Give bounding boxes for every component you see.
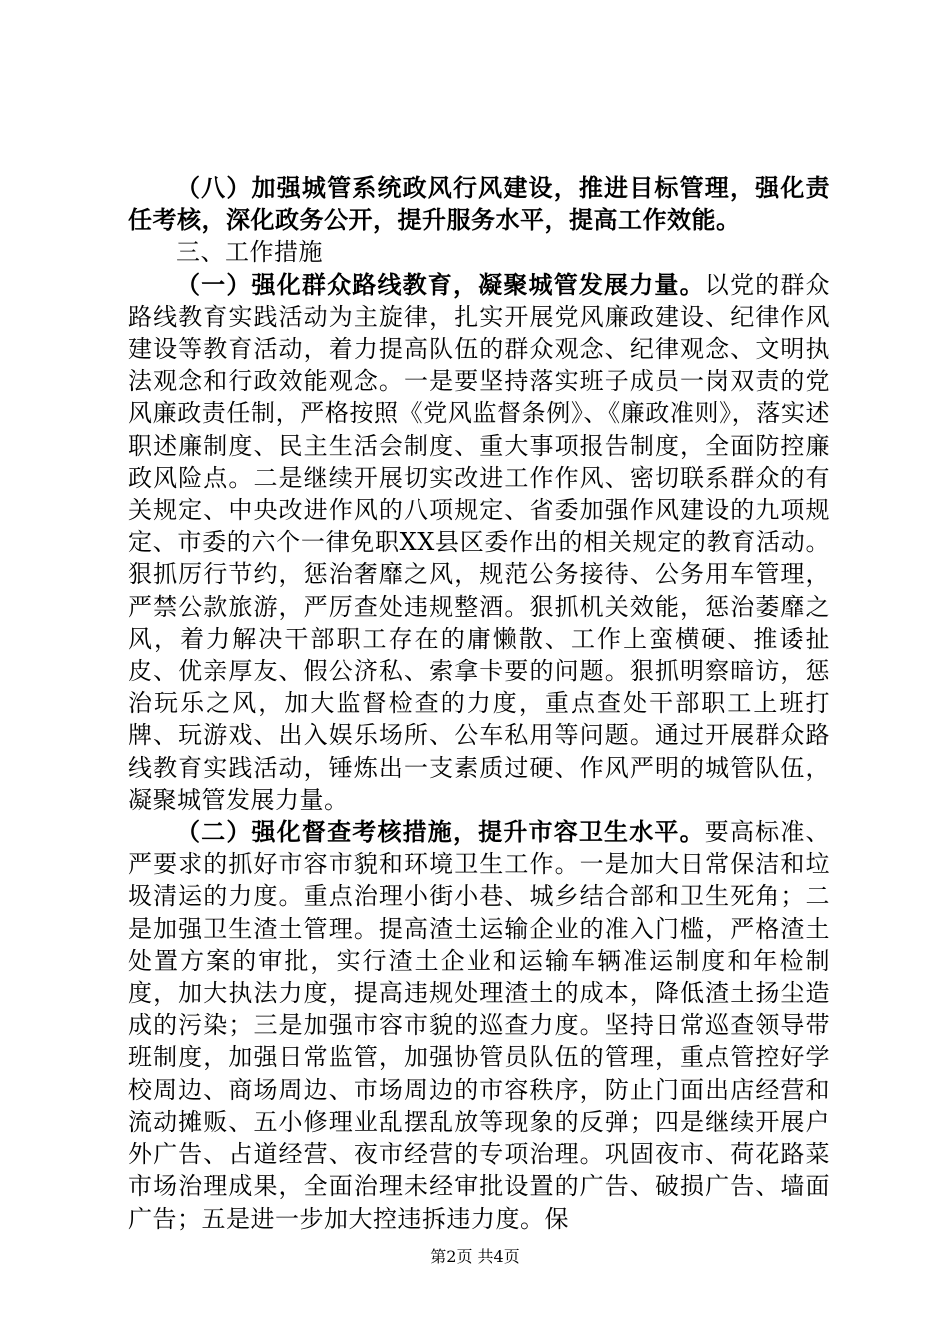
- paragraph-item-8: （八）加强城管系统政风行风建设，推进目标管理，强化责任考核，深化政务公开，提升服务水平，提高工作效能。: [128, 173, 830, 235]
- paragraph-lead-heading: （二）强化督查考核措施，提升市容卫生水平。: [176, 817, 705, 847]
- paragraph-body-text: 要高标准、严要求的抓好市容市貌和环境卫生工作。一是加大日常保洁和垃圾清运的力度。重点治理小街小巷、城乡结合部和卫生死角；二是加强卫生渣土管理。提高渣土运输企业的准入门槛，严格渣土处置方案的审批，实行渣土企业和运输车辆准运制度和年检制度，加大执法力度，提高违规处理渣土的成本，降低渣土扬尘造成的污染；三是加强市容市貌的巡查力度。坚持日常巡查领导带班制度，加强日常监管，加强协管员队伍的管理，重点管控好学校周边、商场周边、市场周边的市容秩序，防止门面出店经营和流动摊贩、五小修理业乱摆乱放等现象的反弹；四是继续开展户外广告、占道经营、夜市经营的专项治理。巩固夜市、荷花路菜市场治理成果，全面治理未经审批设置的广告、破损广告、墙面广告；五是进一步加大控违拆违力度。保: [128, 818, 831, 1233]
- section-heading-measures: 三、工作措施: [176, 238, 323, 267]
- page-footer: 第2页 共4页: [430, 1247, 520, 1266]
- paragraph-lead-heading: （一）强化群众路线教育，凝聚城管发展力量。: [176, 269, 705, 299]
- paragraph-measure-1: [128, 269, 830, 816]
- paragraph-body-text: 以党的群众路线教育实践活动为主旋律，扎实开展党风廉政建设、纪律作风建设等教育活动，着力提高队伍的群众观念、纪律观念、文明执法观念和行政效能观念。一是要坚持落实班子成员一岗双责的党风廉政责任制，严格按照《党风监督条例》、《廉政准则》，落实述职述廉制度、民主生活会制度、重大事项报告制度，全面防控廉政风险点。二是继续开展切实改进工作作风、密切联系群众的有关规定、中央改进作风的八项规定、省委加强作风建设的九项规定、市委的六个一律免职XX县区委作出的相关规定的教育活动。狠抓厉行节约，惩治奢靡之风，规范公务接待、公务用车管理，严禁公款旅游，严厉查处违规整酒。狠抓机关效能，惩治萎靡之风，着力解决干部职工存在的庸懒散、工作上蛮横硬、推诿扯皮、优亲厚友、假公济私、索拿卡要的问题。狠抓明察暗访，惩治玩乐之风，加大监督检查的力度，重点查处干部职工上班打牌、玩游戏、出入娱乐场所、公车私用等问题。通过开展群众路线教育实践活动，锤炼出一支素质过硬、作风严明的城管队伍，凝聚城管发展力量。: [128, 270, 831, 814]
- document-body: [128, 172, 830, 1235]
- paragraph-measure-2: [128, 816, 830, 1235]
